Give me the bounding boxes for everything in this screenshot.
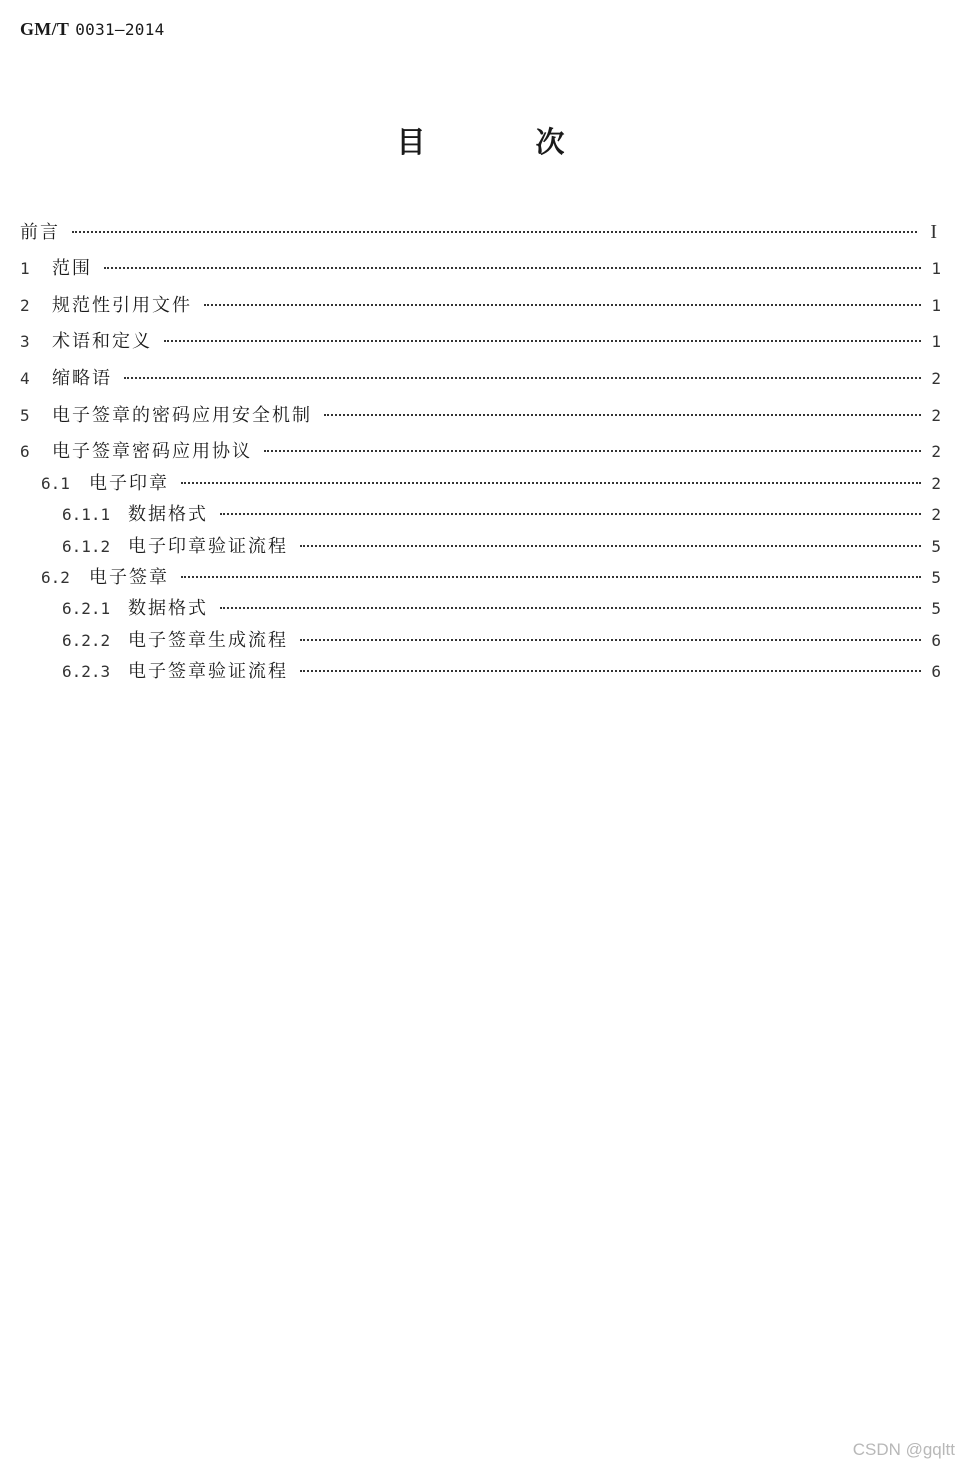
toc-entry-number: 3	[20, 332, 30, 351]
toc-entry-section-6-2[interactable]	[41, 566, 941, 590]
toc-entry-title: 前言	[20, 222, 60, 243]
toc-entry-page: 1	[931, 332, 941, 351]
toc-entry-number: 6.1.2	[62, 537, 111, 556]
toc-entry-section-3[interactable]	[20, 330, 941, 354]
toc-entry-page: 2	[931, 474, 941, 493]
toc-entry-title: 数据格式	[128, 504, 208, 525]
toc-entry-title: 电子签章	[89, 567, 169, 588]
dot-leader	[220, 513, 921, 515]
toc-entry-title: 电子印章	[89, 473, 169, 494]
toc-entry-page: 6	[931, 662, 941, 681]
dot-leader	[104, 267, 921, 269]
toc-entry-number: 4	[20, 369, 30, 388]
toc-entry-number: 6	[20, 442, 30, 461]
toc-entry-section-6-2-3[interactable]	[62, 660, 941, 684]
toc-entry-foreword[interactable]	[20, 220, 941, 244]
toc-entry-section-1[interactable]	[20, 257, 941, 281]
toc-entry-section-2[interactable]	[20, 294, 941, 318]
toc-entry-page: 1	[931, 259, 941, 278]
dot-leader	[181, 576, 921, 578]
document-header	[20, 19, 165, 40]
dot-leader	[204, 304, 921, 306]
dot-leader	[324, 414, 921, 416]
toc-entry-page: 2	[931, 442, 941, 461]
toc-entry-title: 术语和定义	[52, 331, 152, 352]
toc-entry-title: 范围	[52, 258, 92, 279]
toc-entry-title: 电子签章密码应用协议	[52, 441, 252, 462]
toc-entry-number: 5	[20, 406, 30, 425]
dot-leader	[72, 231, 917, 233]
toc-entry-number: 2	[20, 296, 30, 315]
toc-entry-number: 6.2	[41, 568, 70, 587]
toc-entry-title: 数据格式	[128, 598, 208, 619]
dot-leader	[300, 545, 921, 547]
dot-leader	[300, 670, 921, 672]
page-title: 目 次	[396, 125, 615, 159]
toc-entry-page: 5	[931, 568, 941, 587]
standard-code: GM/T	[20, 19, 70, 39]
toc-entry-page: 5	[931, 599, 941, 618]
toc-entry-title: 缩略语	[52, 368, 112, 389]
toc-entry-page: 2	[931, 406, 941, 425]
toc-entry-section-5[interactable]	[20, 404, 941, 428]
toc-entry-title: 电子印章验证流程	[128, 536, 288, 557]
toc-entry-title: 电子签章生成流程	[128, 630, 288, 651]
standard-number: 0031—2014	[75, 20, 165, 39]
toc-entry-section-6-2-2[interactable]	[62, 629, 941, 653]
dot-leader	[300, 639, 921, 641]
dot-leader	[181, 482, 921, 484]
dot-leader	[124, 377, 921, 379]
toc-entry-number: 6.1	[41, 474, 70, 493]
watermark: CSDN @gqltt	[852, 1440, 955, 1459]
toc-entry-title: 规范性引用文件	[52, 295, 192, 316]
toc-entry-page: 6	[931, 631, 941, 650]
toc-entry-title: 电子签章的密码应用安全机制	[52, 405, 312, 426]
dot-leader	[164, 340, 921, 342]
toc-entry-title: 电子签章验证流程	[128, 661, 288, 682]
dot-leader	[264, 450, 921, 452]
toc-entry-page: 2	[931, 505, 941, 524]
toc-entry-number: 6.2.1	[62, 599, 111, 618]
toc-entry-section-4[interactable]	[20, 367, 941, 391]
toc-entry-page: 1	[931, 296, 941, 315]
toc-entry-section-6-1-1[interactable]	[62, 503, 941, 527]
toc-entry-page: 5	[931, 537, 941, 556]
toc-entry-section-6[interactable]	[20, 440, 941, 464]
toc-entry-section-6-1[interactable]	[41, 472, 941, 496]
toc-entry-number: 6.2.2	[62, 631, 111, 650]
toc-entry-number: 6.2.3	[62, 662, 111, 681]
dot-leader	[220, 607, 921, 609]
toc-entry-section-6-1-2[interactable]	[62, 535, 941, 559]
toc-entry-page: 2	[931, 369, 941, 388]
toc-entry-section-6-2-1[interactable]	[62, 597, 941, 621]
toc-entry-number: 1	[20, 259, 30, 278]
toc-entry-number: 6.1.1	[62, 505, 111, 524]
toc-entry-page: I	[930, 221, 937, 243]
